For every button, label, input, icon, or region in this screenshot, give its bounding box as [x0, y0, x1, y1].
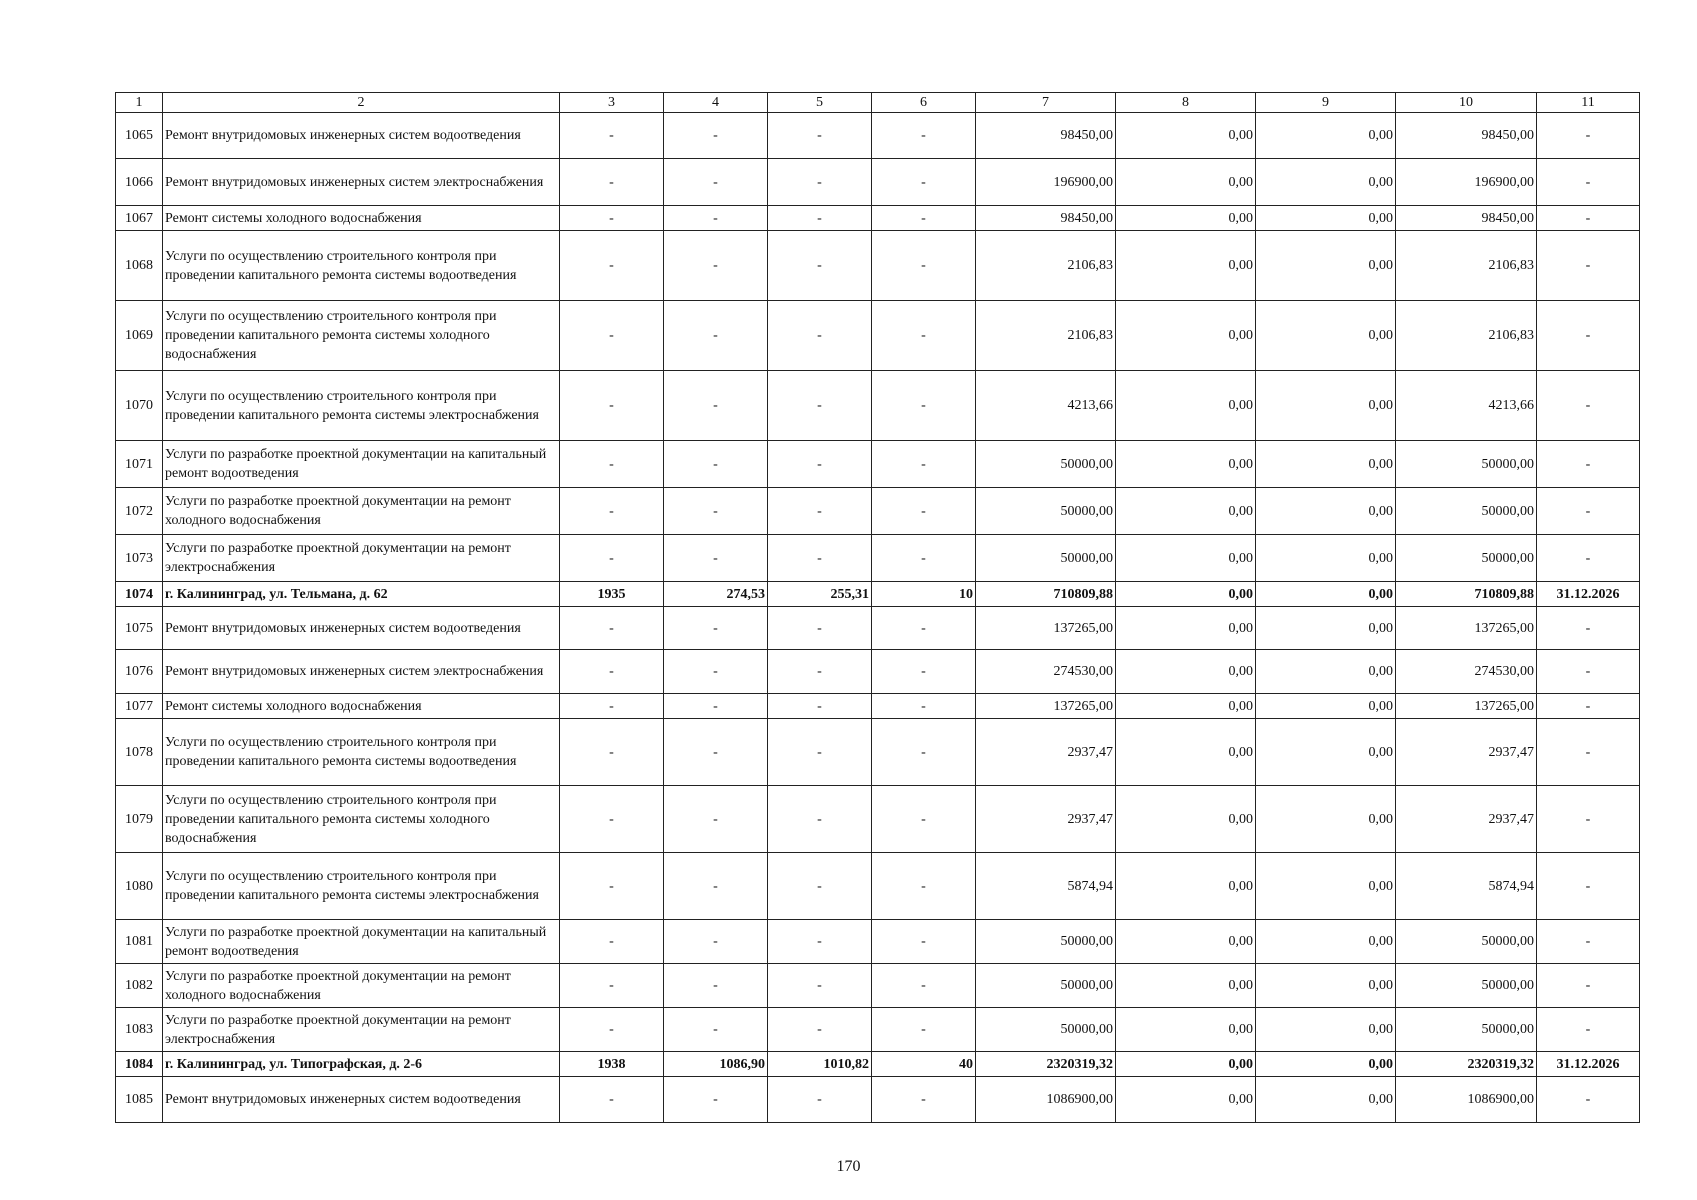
col-8-value: 0,00	[1116, 1052, 1256, 1077]
col-5-value: -	[768, 1077, 872, 1123]
col-11-value: -	[1537, 650, 1640, 694]
col-3-value: -	[560, 535, 664, 582]
table-row	[116, 301, 1640, 371]
row-number: 1084	[116, 1052, 163, 1077]
col-8-value: 0,00	[1116, 582, 1256, 607]
col-6-value: -	[872, 441, 976, 488]
col-5-value: -	[768, 853, 872, 920]
col-3-value: -	[560, 231, 664, 301]
table-row	[116, 159, 1640, 206]
col-6-value: -	[872, 786, 976, 853]
col-10-value: 137265,00	[1396, 694, 1537, 719]
col-9-value: 0,00	[1256, 719, 1396, 786]
col-10-value: 50000,00	[1396, 441, 1537, 488]
table-body	[116, 93, 1640, 1123]
col-11-value: -	[1537, 853, 1640, 920]
table-row	[116, 964, 1640, 1008]
col-11-value: -	[1537, 488, 1640, 535]
col-11-value: -	[1537, 786, 1640, 853]
work-description: Ремонт внутридомовых инженерных систем водоотведения	[163, 1077, 560, 1123]
col-10-value: 50000,00	[1396, 964, 1537, 1008]
col-11-value: -	[1537, 371, 1640, 441]
table-row	[116, 441, 1640, 488]
row-number: 1080	[116, 853, 163, 920]
col-3-value: 1935	[560, 582, 664, 607]
col-4-value: -	[664, 786, 768, 853]
col-9-value: 0,00	[1256, 231, 1396, 301]
work-description: Услуги по разработке проектной документации на ремонт электроснабжения	[163, 1008, 560, 1052]
col-4-value: -	[664, 301, 768, 371]
col-10-value: 274530,00	[1396, 650, 1537, 694]
col-11-value: -	[1537, 206, 1640, 231]
col-3-value: -	[560, 853, 664, 920]
table-row	[116, 231, 1640, 301]
col-5-value: -	[768, 920, 872, 964]
col-9-value: 0,00	[1256, 853, 1396, 920]
col-7-value: 98450,00	[976, 113, 1116, 159]
table-row	[116, 607, 1640, 650]
col-9-value: 0,00	[1256, 371, 1396, 441]
col-7-value: 2106,83	[976, 231, 1116, 301]
col-6-value: -	[872, 371, 976, 441]
col-11-value: -	[1537, 694, 1640, 719]
col-6-value: 40	[872, 1052, 976, 1077]
col-4-value: -	[664, 650, 768, 694]
col-7-value: 98450,00	[976, 206, 1116, 231]
work-description: г. Калининград, ул. Тельмана, д. 62	[163, 582, 560, 607]
work-description: Услуги по разработке проектной документации на ремонт электроснабжения	[163, 535, 560, 582]
col-8-value: 0,00	[1116, 607, 1256, 650]
col-7-value: 196900,00	[976, 159, 1116, 206]
col-9-value: 0,00	[1256, 1008, 1396, 1052]
col-5-value: -	[768, 441, 872, 488]
col-5-value: -	[768, 206, 872, 231]
col-11-value: -	[1537, 607, 1640, 650]
col-10-value: 137265,00	[1396, 607, 1537, 650]
col-10-value: 5874,94	[1396, 853, 1537, 920]
col-3-value: -	[560, 1077, 664, 1123]
row-number: 1070	[116, 371, 163, 441]
col-6-value: -	[872, 694, 976, 719]
table-row	[116, 853, 1640, 920]
work-description: Услуги по разработке проектной документации на капитальный ремонт водоотведения	[163, 441, 560, 488]
col-5-value: -	[768, 301, 872, 371]
col-5-value: -	[768, 694, 872, 719]
col-9-value: 0,00	[1256, 920, 1396, 964]
col-3-value: -	[560, 607, 664, 650]
col-4-value: -	[664, 853, 768, 920]
work-description: Услуги по разработке проектной документации на капитальный ремонт водоотведения	[163, 920, 560, 964]
col-9-value: 0,00	[1256, 786, 1396, 853]
col-9-value: 0,00	[1256, 488, 1396, 535]
table-row	[116, 650, 1640, 694]
col-7-value: 50000,00	[976, 488, 1116, 535]
col-5-value: -	[768, 488, 872, 535]
table-row	[116, 206, 1640, 231]
col-6-value: -	[872, 650, 976, 694]
col-7-value: 50000,00	[976, 920, 1116, 964]
col-5-value: -	[768, 535, 872, 582]
col-9-value: 0,00	[1256, 650, 1396, 694]
col-5-value: -	[768, 1008, 872, 1052]
col-3-value: -	[560, 371, 664, 441]
col-11-value: -	[1537, 1077, 1640, 1123]
work-description: Услуги по осуществлению строительного контроля при проведении капитального ремонта системы электроснабжения	[163, 371, 560, 441]
col-9-value: 0,00	[1256, 159, 1396, 206]
col-8-value: 0,00	[1116, 853, 1256, 920]
col-6-value: -	[872, 719, 976, 786]
col-8-value: 0,00	[1116, 231, 1256, 301]
col-10-value: 50000,00	[1396, 535, 1537, 582]
row-number: 1068	[116, 231, 163, 301]
table-row	[116, 920, 1640, 964]
col-10-value: 4213,66	[1396, 371, 1537, 441]
col-9-value: 0,00	[1256, 607, 1396, 650]
col-10-value: 50000,00	[1396, 1008, 1537, 1052]
col-8-value: 0,00	[1116, 159, 1256, 206]
column-header-8: 8	[1116, 93, 1256, 113]
col-8-value: 0,00	[1116, 206, 1256, 231]
work-description: Ремонт внутридомовых инженерных систем электроснабжения	[163, 650, 560, 694]
row-number: 1082	[116, 964, 163, 1008]
column-header-3: 3	[560, 93, 664, 113]
col-9-value: 0,00	[1256, 1077, 1396, 1123]
table-row	[116, 694, 1640, 719]
col-7-value: 50000,00	[976, 964, 1116, 1008]
col-4-value: -	[664, 159, 768, 206]
col-4-value: 1086,90	[664, 1052, 768, 1077]
col-7-value: 4213,66	[976, 371, 1116, 441]
col-9-value: 0,00	[1256, 301, 1396, 371]
row-number: 1073	[116, 535, 163, 582]
col-4-value: -	[664, 206, 768, 231]
row-number: 1078	[116, 719, 163, 786]
col-7-value: 5874,94	[976, 853, 1116, 920]
col-3-value: -	[560, 786, 664, 853]
column-header-4: 4	[664, 93, 768, 113]
col-11-value: -	[1537, 1008, 1640, 1052]
row-number: 1083	[116, 1008, 163, 1052]
col-6-value: -	[872, 920, 976, 964]
col-4-value: -	[664, 488, 768, 535]
row-number: 1079	[116, 786, 163, 853]
col-9-value: 0,00	[1256, 113, 1396, 159]
work-description: Ремонт внутридомовых инженерных систем водоотведения	[163, 607, 560, 650]
col-6-value: -	[872, 964, 976, 1008]
column-header-2: 2	[163, 93, 560, 113]
col-11-value: -	[1537, 159, 1640, 206]
col-6-value: -	[872, 206, 976, 231]
col-7-value: 50000,00	[976, 1008, 1116, 1052]
col-3-value: -	[560, 488, 664, 535]
col-6-value: -	[872, 488, 976, 535]
col-5-value: -	[768, 231, 872, 301]
col-7-value: 1086900,00	[976, 1077, 1116, 1123]
work-description: Услуги по осуществлению строительного контроля при проведении капитального ремонта системы водоотведения	[163, 719, 560, 786]
col-7-value: 2937,47	[976, 786, 1116, 853]
work-description: Услуги по осуществлению строительного контроля при проведении капитального ремонта системы электроснабжения	[163, 853, 560, 920]
column-header-5: 5	[768, 93, 872, 113]
col-8-value: 0,00	[1116, 1077, 1256, 1123]
col-8-value: 0,00	[1116, 535, 1256, 582]
col-7-value: 137265,00	[976, 694, 1116, 719]
col-5-value: -	[768, 719, 872, 786]
col-3-value: -	[560, 650, 664, 694]
col-5-value: -	[768, 159, 872, 206]
col-10-value: 2320319,32	[1396, 1052, 1537, 1077]
col-9-value: 0,00	[1256, 441, 1396, 488]
col-4-value: -	[664, 607, 768, 650]
col-10-value: 50000,00	[1396, 920, 1537, 964]
row-number: 1069	[116, 301, 163, 371]
col-10-value: 98450,00	[1396, 113, 1537, 159]
row-number: 1067	[116, 206, 163, 231]
col-8-value: 0,00	[1116, 301, 1256, 371]
col-7-value: 50000,00	[976, 441, 1116, 488]
col-4-value: -	[664, 719, 768, 786]
col-8-value: 0,00	[1116, 964, 1256, 1008]
col-7-value: 710809,88	[976, 582, 1116, 607]
row-number: 1071	[116, 441, 163, 488]
col-9-value: 0,00	[1256, 694, 1396, 719]
col-10-value: 2106,83	[1396, 301, 1537, 371]
col-4-value: -	[664, 920, 768, 964]
row-number: 1085	[116, 1077, 163, 1123]
col-10-value: 196900,00	[1396, 159, 1537, 206]
column-header-9: 9	[1256, 93, 1396, 113]
col-8-value: 0,00	[1116, 694, 1256, 719]
col-6-value: -	[872, 113, 976, 159]
column-number-row	[116, 93, 1640, 113]
col-4-value: -	[664, 441, 768, 488]
col-11-value: -	[1537, 719, 1640, 786]
col-5-value: -	[768, 607, 872, 650]
col-3-value: -	[560, 159, 664, 206]
work-description: Услуги по разработке проектной документации на ремонт холодного водоснабжения	[163, 488, 560, 535]
col-10-value: 1086900,00	[1396, 1077, 1537, 1123]
column-header-10: 10	[1396, 93, 1537, 113]
col-9-value: 0,00	[1256, 582, 1396, 607]
work-description: Ремонт внутридомовых инженерных систем водоотведения	[163, 113, 560, 159]
col-11-value: -	[1537, 964, 1640, 1008]
col-10-value: 2937,47	[1396, 786, 1537, 853]
col-8-value: 0,00	[1116, 113, 1256, 159]
col-5-value: 1010,82	[768, 1052, 872, 1077]
col-4-value: -	[664, 1077, 768, 1123]
work-description: Услуги по осуществлению строительного контроля при проведении капитального ремонта системы холодного водоснабжения	[163, 301, 560, 371]
col-7-value: 137265,00	[976, 607, 1116, 650]
row-number: 1081	[116, 920, 163, 964]
col-6-value: -	[872, 853, 976, 920]
col-7-value: 50000,00	[976, 535, 1116, 582]
table-row	[116, 371, 1640, 441]
col-6-value: -	[872, 607, 976, 650]
col-5-value: -	[768, 964, 872, 1008]
col-5-value: -	[768, 371, 872, 441]
col-6-value: -	[872, 535, 976, 582]
col-3-value: -	[560, 694, 664, 719]
row-number: 1074	[116, 582, 163, 607]
col-4-value: -	[664, 371, 768, 441]
col-8-value: 0,00	[1116, 719, 1256, 786]
col-10-value: 710809,88	[1396, 582, 1537, 607]
column-header-1: 1	[116, 93, 163, 113]
column-header-11: 11	[1537, 93, 1640, 113]
col-11-value: -	[1537, 441, 1640, 488]
row-number: 1075	[116, 607, 163, 650]
col-10-value: 2937,47	[1396, 719, 1537, 786]
work-description: Услуги по осуществлению строительного контроля при проведении капитального ремонта системы холодного водоснабжения	[163, 786, 560, 853]
row-number: 1077	[116, 694, 163, 719]
col-7-value: 274530,00	[976, 650, 1116, 694]
col-6-value: 10	[872, 582, 976, 607]
col-11-value: 31.12.2026	[1537, 1052, 1640, 1077]
col-9-value: 0,00	[1256, 964, 1396, 1008]
table-row	[116, 1077, 1640, 1123]
col-8-value: 0,00	[1116, 920, 1256, 964]
col-3-value: -	[560, 113, 664, 159]
col-4-value: -	[664, 1008, 768, 1052]
col-4-value: -	[664, 113, 768, 159]
col-11-value: -	[1537, 231, 1640, 301]
col-9-value: 0,00	[1256, 535, 1396, 582]
table-row	[116, 582, 1640, 607]
col-8-value: 0,00	[1116, 1008, 1256, 1052]
col-3-value: -	[560, 964, 664, 1008]
col-4-value: -	[664, 231, 768, 301]
col-6-value: -	[872, 301, 976, 371]
col-4-value: -	[664, 694, 768, 719]
col-3-value: -	[560, 920, 664, 964]
table-row	[116, 786, 1640, 853]
repair-plan-table	[115, 92, 1640, 1123]
col-10-value: 2106,83	[1396, 231, 1537, 301]
col-10-value: 98450,00	[1396, 206, 1537, 231]
col-3-value: -	[560, 1008, 664, 1052]
col-8-value: 0,00	[1116, 786, 1256, 853]
row-number: 1066	[116, 159, 163, 206]
col-11-value: -	[1537, 113, 1640, 159]
work-description: г. Калининград, ул. Типографская, д. 2-6	[163, 1052, 560, 1077]
col-8-value: 0,00	[1116, 441, 1256, 488]
col-9-value: 0,00	[1256, 1052, 1396, 1077]
table-row	[116, 113, 1640, 159]
col-11-value: 31.12.2026	[1537, 582, 1640, 607]
col-6-value: -	[872, 1008, 976, 1052]
col-4-value: -	[664, 964, 768, 1008]
col-8-value: 0,00	[1116, 371, 1256, 441]
col-9-value: 0,00	[1256, 206, 1396, 231]
table-row	[116, 719, 1640, 786]
col-11-value: -	[1537, 920, 1640, 964]
work-description: Услуги по осуществлению строительного контроля при проведении капитального ремонта системы водоотведения	[163, 231, 560, 301]
work-description: Ремонт системы холодного водоснабжения	[163, 694, 560, 719]
col-7-value: 2106,83	[976, 301, 1116, 371]
page-number: 170	[836, 1158, 861, 1175]
col-3-value: 1938	[560, 1052, 664, 1077]
col-6-value: -	[872, 231, 976, 301]
col-11-value: -	[1537, 535, 1640, 582]
column-header-6: 6	[872, 93, 976, 113]
col-5-value: -	[768, 650, 872, 694]
col-5-value: 255,31	[768, 582, 872, 607]
col-3-value: -	[560, 441, 664, 488]
row-number: 1072	[116, 488, 163, 535]
col-4-value: -	[664, 535, 768, 582]
col-5-value: -	[768, 113, 872, 159]
col-5-value: -	[768, 786, 872, 853]
col-3-value: -	[560, 206, 664, 231]
table-row	[116, 1008, 1640, 1052]
col-7-value: 2937,47	[976, 719, 1116, 786]
table-row	[116, 1052, 1640, 1077]
col-8-value: 0,00	[1116, 488, 1256, 535]
row-number: 1076	[116, 650, 163, 694]
col-3-value: -	[560, 301, 664, 371]
work-description: Ремонт внутридомовых инженерных систем электроснабжения	[163, 159, 560, 206]
col-3-value: -	[560, 719, 664, 786]
work-description: Ремонт системы холодного водоснабжения	[163, 206, 560, 231]
col-10-value: 50000,00	[1396, 488, 1537, 535]
col-6-value: -	[872, 1077, 976, 1123]
col-8-value: 0,00	[1116, 650, 1256, 694]
col-4-value: 274,53	[664, 582, 768, 607]
col-6-value: -	[872, 159, 976, 206]
table-row	[116, 488, 1640, 535]
col-7-value: 2320319,32	[976, 1052, 1116, 1077]
row-number: 1065	[116, 113, 163, 159]
table-row	[116, 535, 1640, 582]
col-11-value: -	[1537, 301, 1640, 371]
column-header-7: 7	[976, 93, 1116, 113]
work-description: Услуги по разработке проектной документации на ремонт холодного водоснабжения	[163, 964, 560, 1008]
